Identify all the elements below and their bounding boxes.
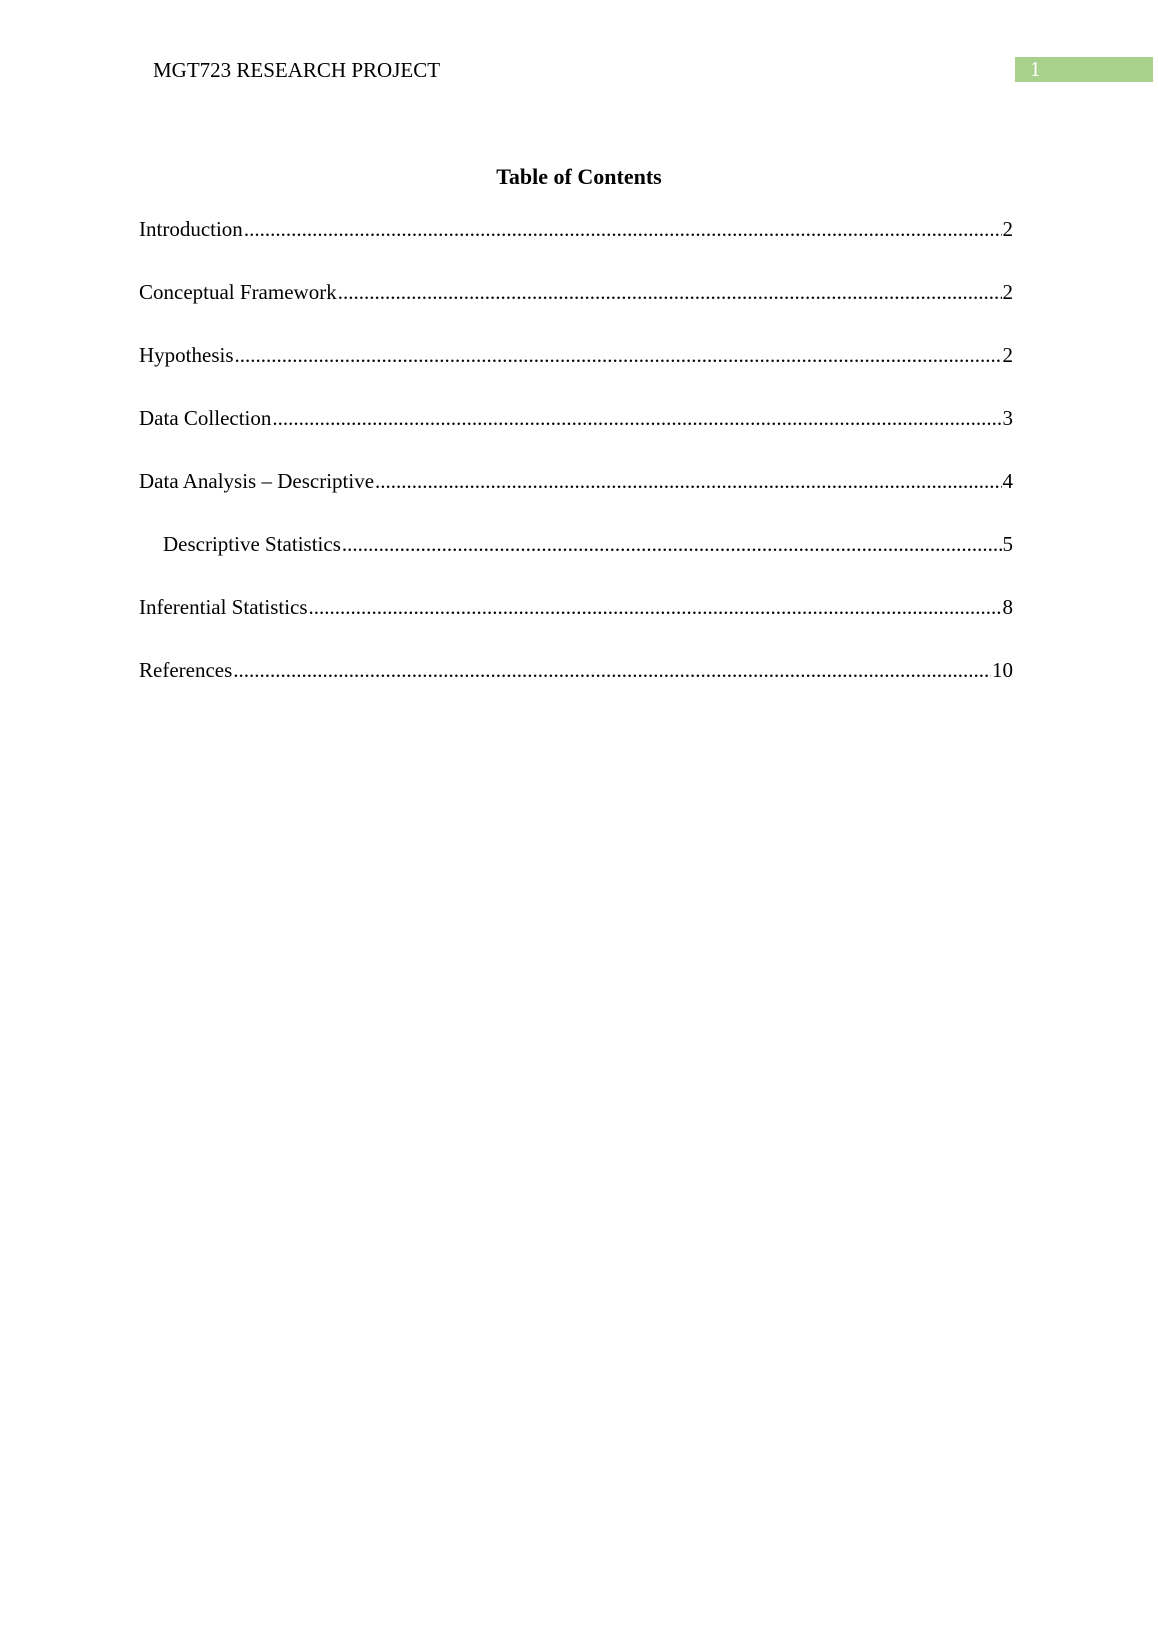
toc-entry-page: 2 xyxy=(1002,280,1013,304)
toc-dot-leader xyxy=(272,403,1001,433)
table-of-contents xyxy=(139,214,1013,718)
toc-entry-page: 4 xyxy=(1002,469,1013,493)
toc-dot-leader xyxy=(342,529,1002,559)
toc-dot-leader xyxy=(375,466,1001,496)
page-number-badge: 1 xyxy=(1015,57,1153,82)
toc-entry-references[interactable] xyxy=(139,655,1013,718)
toc-dot-leader xyxy=(235,340,1002,370)
toc-dot-leader xyxy=(338,277,1002,307)
toc-entry-page: 2 xyxy=(1002,343,1013,367)
toc-entry-hypothesis[interactable] xyxy=(139,340,1013,403)
toc-entry-conceptual-framework[interactable] xyxy=(139,277,1013,340)
toc-entry-data-analysis-descriptive[interactable] xyxy=(139,466,1013,529)
toc-entry-label: Data Collection xyxy=(139,406,272,430)
toc-entry-page: 8 xyxy=(1002,595,1013,619)
toc-heading: Table of Contents xyxy=(496,164,662,189)
toc-entry-data-collection[interactable] xyxy=(139,403,1013,466)
toc-entry-inferential-statistics[interactable] xyxy=(139,592,1013,655)
toc-entry-page: 5 xyxy=(1002,532,1013,556)
toc-entry-label: Data Analysis – Descriptive xyxy=(139,469,375,493)
toc-entry-introduction[interactable] xyxy=(139,214,1013,277)
toc-dot-leader xyxy=(233,655,991,685)
running-header-title: MGT723 RESEARCH PROJECT xyxy=(153,58,441,82)
toc-entry-page: 10 xyxy=(992,658,1013,682)
toc-entry-page: 2 xyxy=(1002,217,1013,241)
toc-entry-page: 3 xyxy=(1002,406,1013,430)
toc-entry-label: Introduction xyxy=(139,217,243,241)
toc-entry-label: Conceptual Framework xyxy=(139,280,337,304)
toc-dot-leader xyxy=(244,214,1002,244)
toc-entry-label: References xyxy=(139,658,233,682)
toc-entry-label: Descriptive Statistics xyxy=(163,532,341,556)
toc-entry-descriptive-statistics[interactable] xyxy=(139,529,1013,592)
toc-dot-leader xyxy=(309,592,1002,622)
toc-entry-label: Hypothesis xyxy=(139,343,234,367)
toc-entry-label: Inferential Statistics xyxy=(139,595,308,619)
